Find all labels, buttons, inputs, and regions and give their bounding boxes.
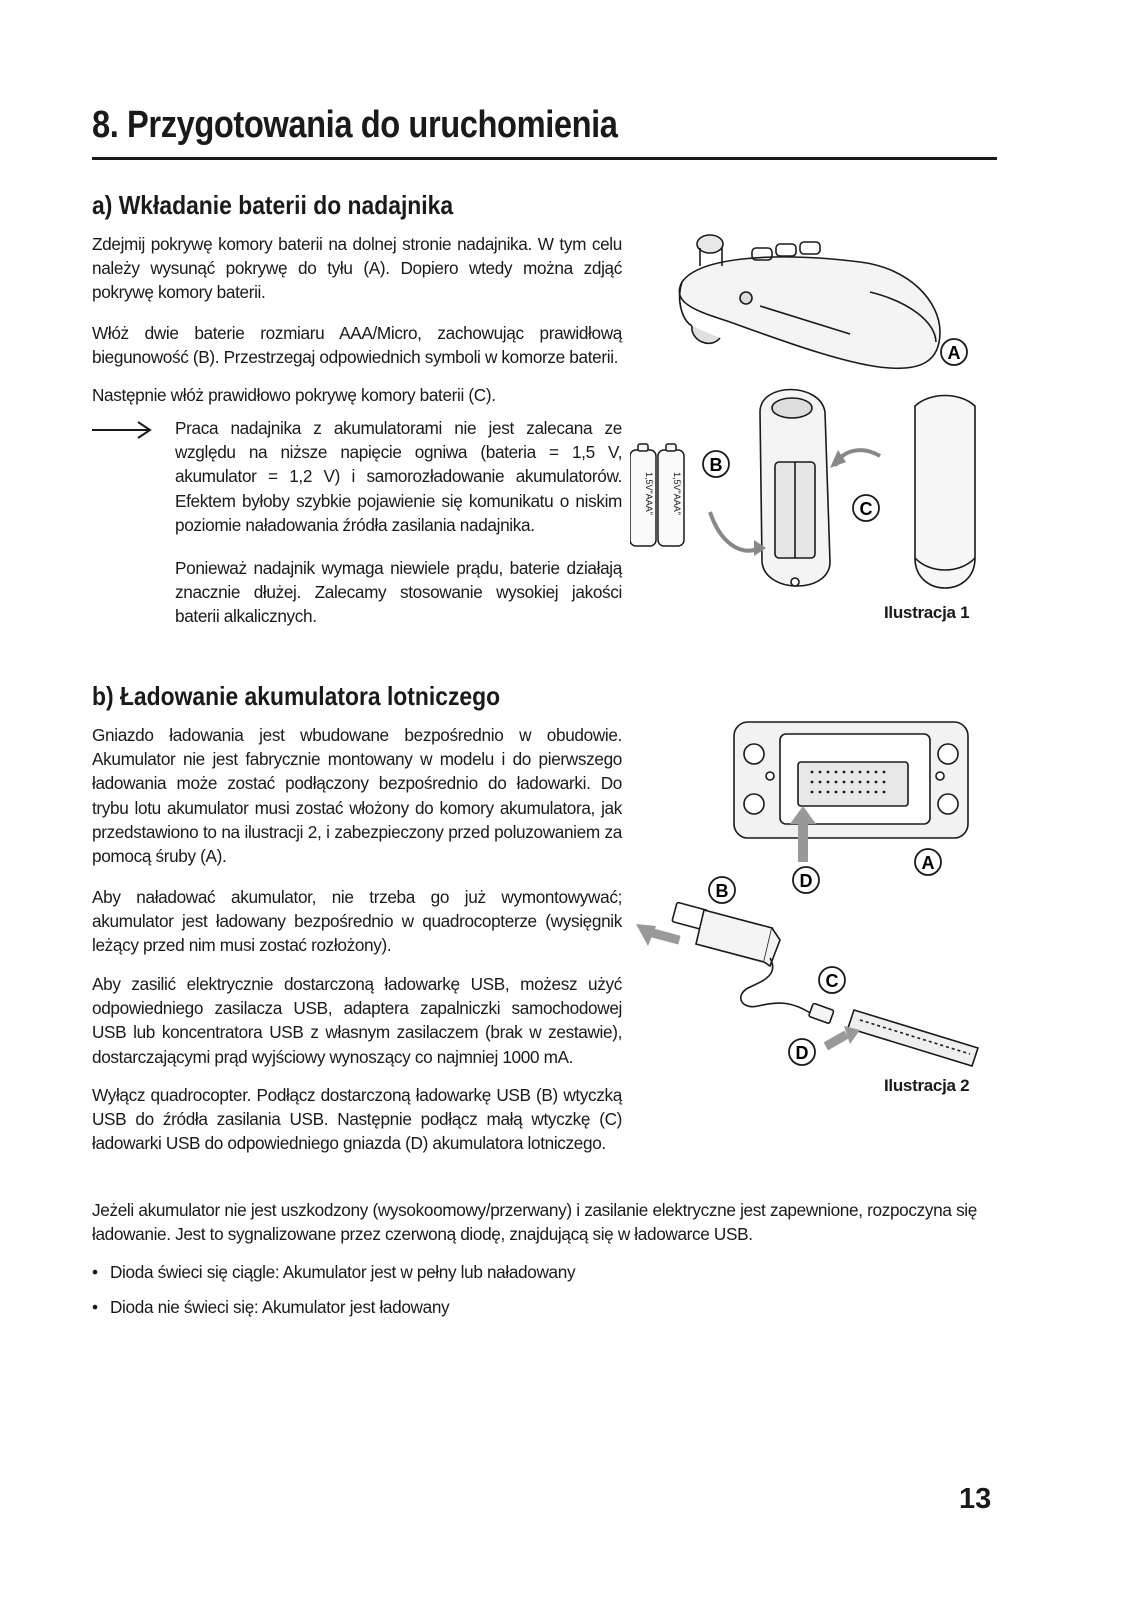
section-a-note-2: Ponieważ nadajnik wymaga niewiele prądu, baterie działają znacznie dłużej. Zalecamy stosowanie wysokiej jakości baterii alkalicznych. xyxy=(175,558,622,627)
bullet-text: Dioda świeci się ciągle: Akumulator jest w pełny lub naładowany xyxy=(110,1262,576,1282)
figure-2-letter-a: A xyxy=(921,853,935,873)
section-a-paragraph-1: Zdejmij pokrywę komory baterii na dolnej stronie nadajnika. W tym celu należy wysunąć pokrywę do tyłu (A). Dopiero wtedy można zdjąć pokrywę komory baterii. xyxy=(92,234,622,303)
figure-1-letter-b: B xyxy=(709,455,723,475)
figure-2-letter-c: C xyxy=(825,971,839,991)
figure-2-letter-b: B xyxy=(715,881,729,901)
bullet-dot: • xyxy=(92,1262,98,1282)
section-b-paragraph-2: Aby naładować akumulator, nie trzeba go już wymontowywać; akumulator jest ładowany bezpośrednio w quadrocopterze (wysięgnik leżący przed nim musi zostać rozłożony). xyxy=(92,887,622,956)
battery-compartment-drawing xyxy=(760,390,830,587)
page-title: 8. Przygotowania do uruchomienia xyxy=(92,104,618,146)
battery-cover-drawing xyxy=(915,396,975,589)
arrow-d-icon xyxy=(824,1031,849,1051)
bullet-item xyxy=(92,1262,575,1283)
figure-2-letter-d-top: D xyxy=(799,871,813,891)
battery-label-2: 1,5V"AAA" xyxy=(672,472,682,515)
bullet-item xyxy=(92,1297,449,1318)
flight-battery-drawing xyxy=(848,1010,978,1066)
section-b-paragraph-3: Aby zasilić elektrycznie dostarczoną ładowarkę USB, możesz użyć odpowiedniego zasilacza USB, adaptera zapalniczki samochodowej USB lub koncentratora USB z własnym zasilaczem (brak w zestawie), dostarczającymi prąd wyjściowy wynoszący co najmniej 1000 mA. xyxy=(92,974,622,1067)
section-b-paragraph-5: Jeżeli akumulator nie jest uszkodzony (wysokoomowy/przerwany) i zasilanie elektryczne jest zapewnione, rozpoczyna się ładowanie. Jest to sygnalizowane przez czerwoną diodę, znajdującą się w ładowarce USB. xyxy=(92,1200,977,1245)
transmitter-drawing xyxy=(679,235,940,368)
arrow-b-icon xyxy=(710,512,760,551)
battery-label-1: 1,5V"AAA" xyxy=(644,472,654,515)
figure-1-letter-c: C xyxy=(859,499,873,519)
figure-1-illustration xyxy=(630,222,990,634)
section-a-paragraph-2: Włóż dwie baterie rozmiaru AAA/Micro, zachowując prawidłową biegunowość (B). Przestrzegaj odpowiednich symboli w komorze baterii. xyxy=(92,323,622,368)
bullet-text: Dioda nie świeci się: Akumulator jest ładowany xyxy=(110,1297,450,1317)
section-a-paragraph-3: Następnie włóż prawidłowo pokrywę komory baterii (C). xyxy=(92,385,496,405)
section-b-paragraph-1: Gniazdo ładowania jest wbudowane bezpośrednio w obudowie. Akumulator nie jest fabrycznie montowany w modelu i do pierwszego ładowania może zostać podłączony bezpośrednio do ładowarki. Do trybu lotu akumulator musi zostać włożony do komory akumulatora, jak przedstawiono to na ilustracji 2, i zabezpieczony przed poluzowaniem za pomocą śruby (A). xyxy=(92,725,622,867)
section-b-heading: b) Ładowanie akumulatora lotniczego xyxy=(92,681,501,711)
page-number: 13 xyxy=(959,1483,992,1515)
section-a-heading: a) Wkładanie baterii do nadajnika xyxy=(92,190,454,220)
figure-2-label: Ilustracja 2 xyxy=(884,1076,970,1095)
figure-2-letter-d-bottom: D xyxy=(795,1043,809,1063)
section-a-note-1: Praca nadajnika z akumulatorami nie jest zalecana ze względu na niższe napięcie ogniwa (bateria = 1,5 V, akumulator = 1,2 V) i samorozładowanie akumulatorów. Efektem byłoby szybkie pojawienie się komunikatu o niskim poziomie naładowania źródła zasilania nadajnika. xyxy=(175,418,622,535)
figure-2-illustration xyxy=(630,714,990,1074)
section-b-paragraph-4: Wyłącz quadrocopter. Podłącz dostarczoną ładowarkę USB (B) wtyczką USB do źródła zasilania USB. Następnie podłącz małą wtyczkę (C) ładowarki USB do odpowiedniego gniazda (D) akumulatora lotniczego. xyxy=(92,1085,622,1154)
note-arrow-icon xyxy=(90,419,154,441)
arrow-d-up-icon xyxy=(798,822,808,862)
usb-charger-drawing xyxy=(672,902,834,1024)
figure-1-letter-a: A xyxy=(947,343,961,363)
figure-1-label: Ilustracja 1 xyxy=(884,603,970,622)
bullet-dot: • xyxy=(92,1297,98,1317)
title-rule xyxy=(92,157,997,160)
quadrocopter-underside-drawing xyxy=(734,722,968,838)
arrow-b-icon xyxy=(651,929,680,945)
